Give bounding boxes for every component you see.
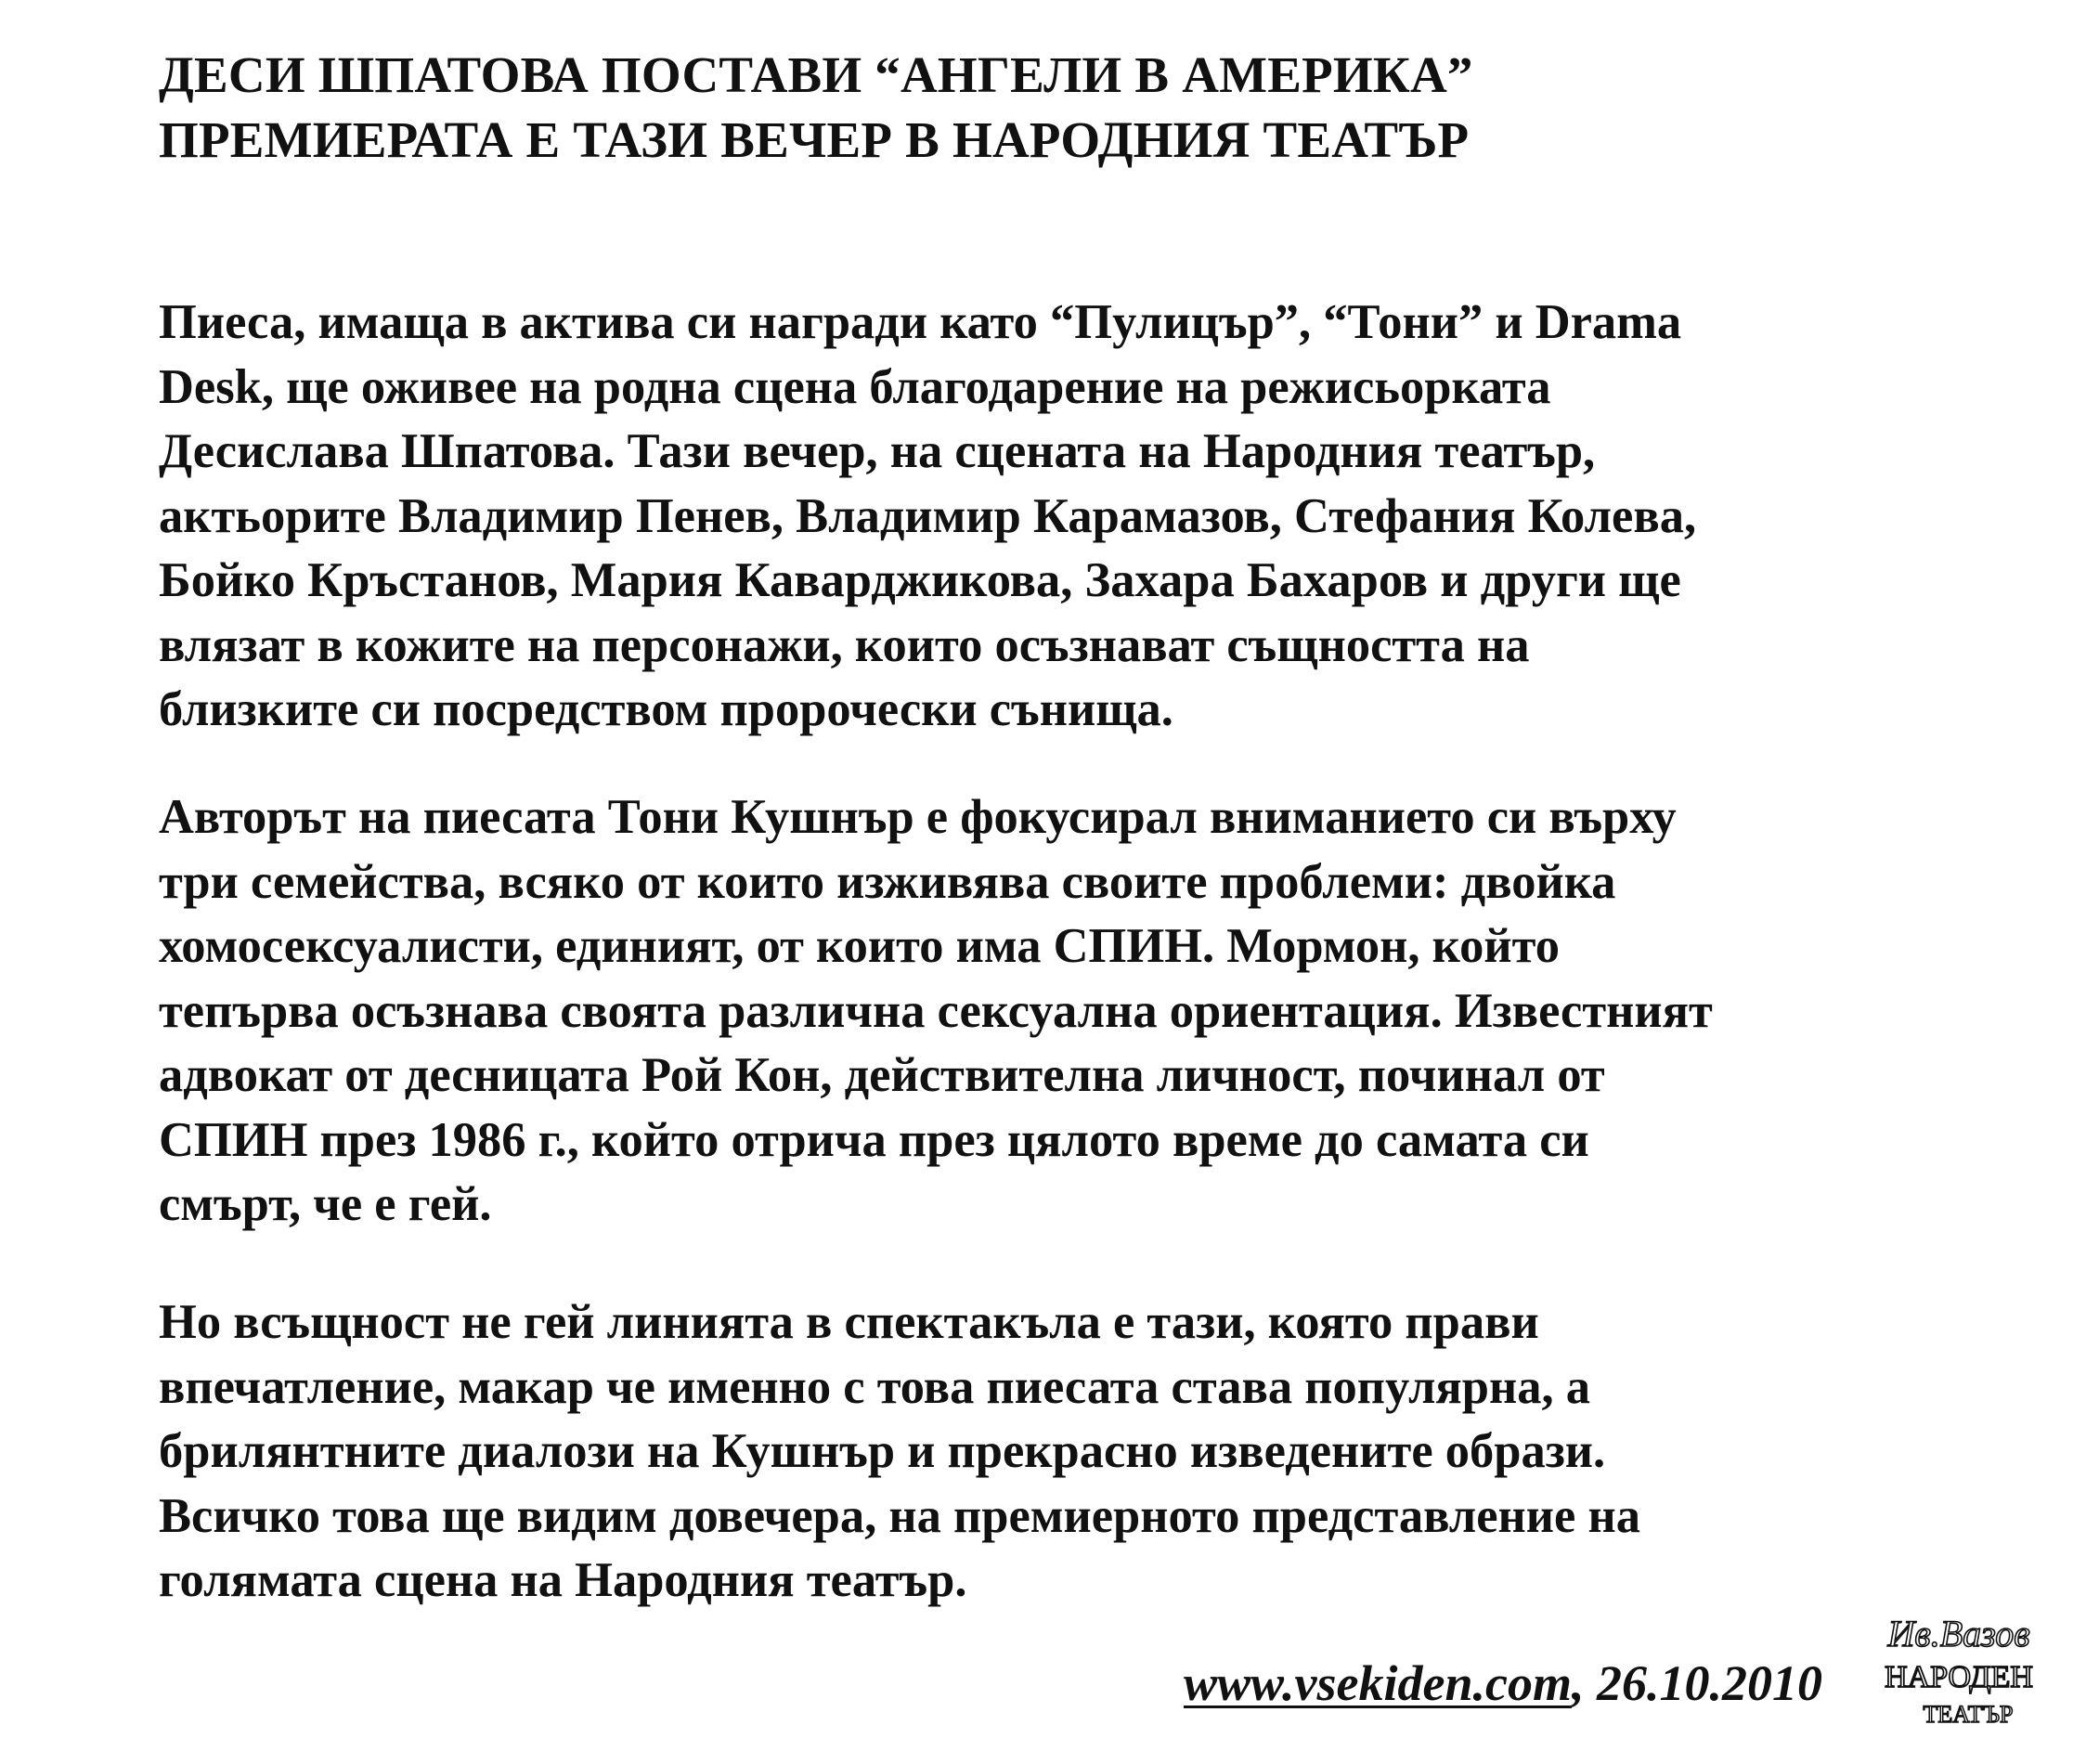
paragraph-line: тепърва осъзнава своята различна сексуална ориентация. Известният — [159, 983, 1713, 1038]
paragraph-line: впечатление, макар че именно с това пиесата става популярна, а — [159, 1359, 1591, 1414]
article-paragraph-3 — [159, 1291, 1950, 1614]
paragraph-line: Пиеса, имаща в актива си награди като “Пулицър”, “Тони” и Drama — [159, 295, 1682, 349]
national-theatre-logo-icon — [1873, 1611, 2041, 1732]
paragraph-line: Бойко Кръстанов, Мария Каварджикова, Захара Бахаров и други ще — [159, 553, 1681, 607]
article-paragraph-2 — [159, 785, 1950, 1238]
source-citation — [1184, 1651, 1822, 1716]
logo-line-1: НАРОДЕН — [1885, 1660, 2033, 1694]
headline-line-2: ПРЕМИЕРАТА Е ТАЗИ ВЕЧЕР В НАРОДНИЯ ТЕАТЪР — [159, 111, 1470, 168]
paragraph-line: три семейства, всяко от които изживява своите проблеми: двойка — [159, 854, 1616, 909]
source-date: 26.10.2010 — [1596, 1655, 1822, 1711]
article-paragraph-1 — [159, 291, 1950, 743]
logo-signature: Ив.Вазов — [1887, 1613, 2030, 1654]
paragraph-line: хомосексуалисти, единият, от които има СПИН. Мормон, който — [159, 919, 1561, 973]
paragraph-line: Десислава Шпатова. Тази вечер, на сцената на Народния театър, — [159, 424, 1596, 478]
paragraph-line: СПИН през 1986 г., който отрича през цялото време до самата си — [159, 1112, 1589, 1167]
paragraph-line: актьорите Владимир Пенев, Владимир Карамазов, Стефания Колева, — [159, 488, 1697, 543]
headline-line-1: ДЕСИ ШПАТОВА ПОСТАВИ “АНГЕЛИ В АМЕРИКА” — [159, 46, 1473, 103]
paragraph-line: влязат в кожите на персонажи, които осъзнават същността на — [159, 617, 1530, 672]
paragraph-line: голямата сцена на Народния театър. — [159, 1553, 967, 1607]
paragraph-line: брилянтните диалози на Кушнър и прекрасно изведените образи. — [159, 1424, 1606, 1478]
paragraph-line: Всичко това ще видим довечера, на премиерното представление на — [159, 1488, 1640, 1543]
paragraph-line: близките си посредством пророчески сънища. — [159, 682, 1173, 736]
paragraph-line: адвокат от десницата Рой Кон, действителна личност, починал от — [159, 1048, 1605, 1102]
paragraph-line: Но всъщност не гей линията в спектакъла е тази, която прави — [159, 1295, 1539, 1349]
logo-line-2: ТЕАТЪР — [1923, 1701, 2014, 1728]
source-separator: , — [1571, 1655, 1585, 1711]
paragraph-line: Desk, ще оживее на родна сцена благодарение на режисьорката — [159, 359, 1551, 414]
source-link[interactable]: www.vsekiden.com — [1184, 1655, 1572, 1711]
paragraph-line: смърт, че е гей. — [159, 1177, 492, 1231]
headline — [159, 43, 1923, 173]
paragraph-line: Авторът на пиесата Тони Кушнър е фокусирал вниманието си върху — [159, 790, 1677, 844]
